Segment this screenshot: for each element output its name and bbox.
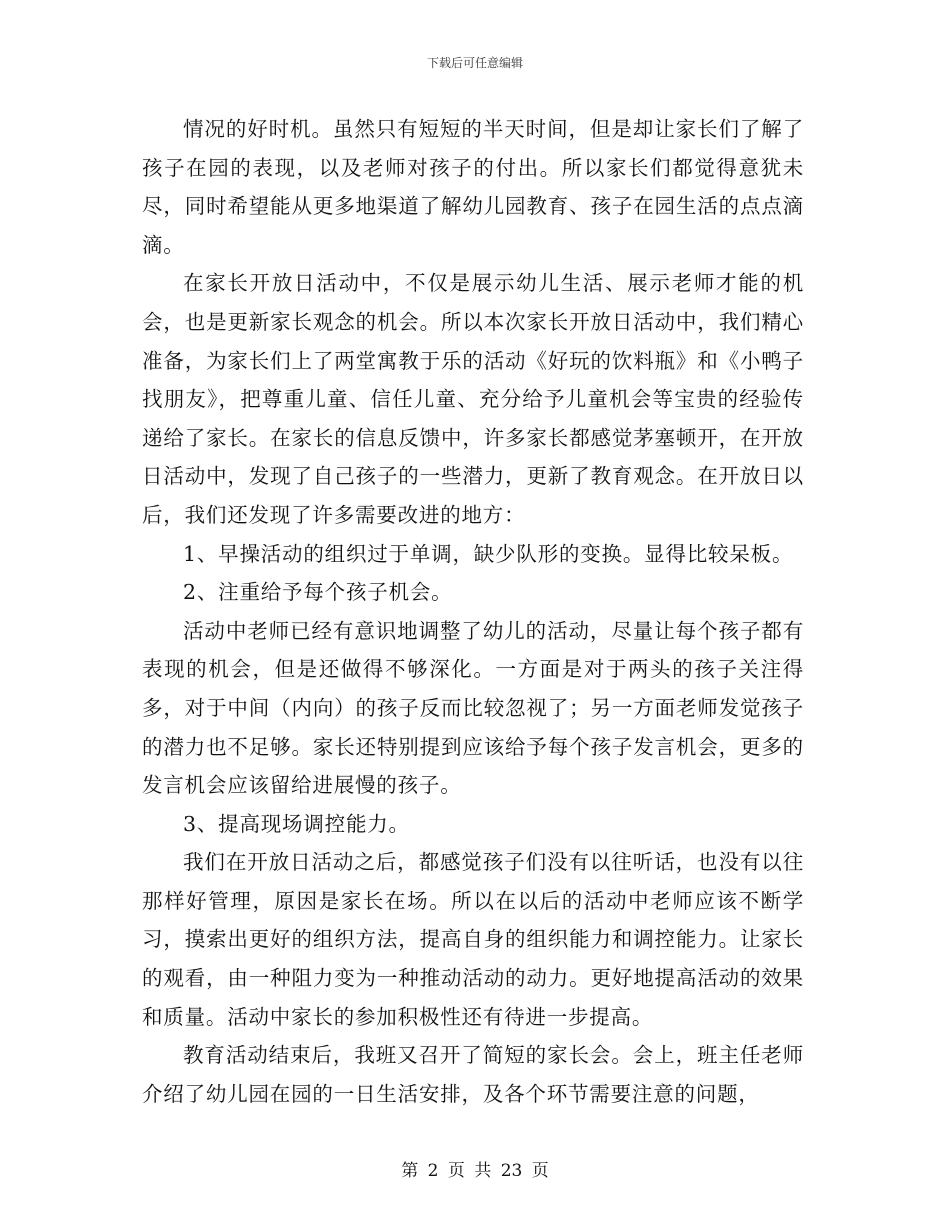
list-item-3: 3、提高现场调控能力。: [183, 811, 410, 836]
paragraph-item-2-detail: 活动中老师已经有意识地调整了幼儿的活动，尽量让每个孩子都有表现的机会，但是还做得不够深化。一方面是对于两头的孩子关注得多，对于中间（内向）的孩子反而比较忽视了；另一方面老师发觉孩子的潜力也不足够。家长还特别提到应该给予每个孩子发言机会，更多的发言机会应该留给进展慢的孩子。: [142, 618, 804, 798]
list-item-1: 1、早操活动的组织过于单调，缺少队形的变换。显得比较呆板。: [183, 541, 794, 566]
page-header: 下载后可任意编辑: [426, 56, 523, 70]
paragraph-open-day: 在家长开放日活动中，不仅是展示幼儿生活、展示老师才能的机会，也是更新家长观念的机会。所以本次家长开放日活动中，我们精心准备，为家长们上了两堂寓教于乐的活动《好玩的饮料瓶》和《小鸭子找朋友》，把尊重儿童、信任儿童、充分给予儿童机会等宝贵的经验传递给了家长。在家长的信息反馈中，许多家长都感觉茅塞顿开，在开放日活动中，发现了自己孩子的一些潜力，更新了教育观念。在开放日以后，我们还发现了许多需要改进的地方：: [142, 271, 804, 527]
document-body: [142, 110, 804, 1113]
paragraph-parent-meeting: 教育活动结束后，我班又召开了简短的家长会。会上，班主任老师介绍了幼儿园在园的一日生活安排，及各个环节需要注意的问题，: [142, 1043, 804, 1106]
page-footer: 第 2 页 共 23 页: [401, 1161, 549, 1181]
list-item-2: 2、注重给予每个孩子机会。: [183, 580, 453, 605]
paragraph-continuation: 情况的好时机。虽然只有短短的半天时间，但是却让家长们了解了孩子在园的表现，以及老师对孩子的付出。所以家长们都觉得意犹未尽，同时希望能从更多地渠道了解幼儿园教育、孩子在园生活的点点滴滴。: [142, 117, 804, 257]
paragraph-item-3-detail: 我们在开放日活动之后，都感觉孩子们没有以往听话，也没有以往那样好管理，原因是家长在场。所以在以后的活动中老师应该不断学习，摸索出更好的组织方法，提高自身的组织能力和调控能力。让家长的观看，由一种阻力变为一种推动活动的动力。更好地提高活动的效果和质量。活动中家长的参加积极性还有待进一步提高。: [142, 850, 804, 1029]
